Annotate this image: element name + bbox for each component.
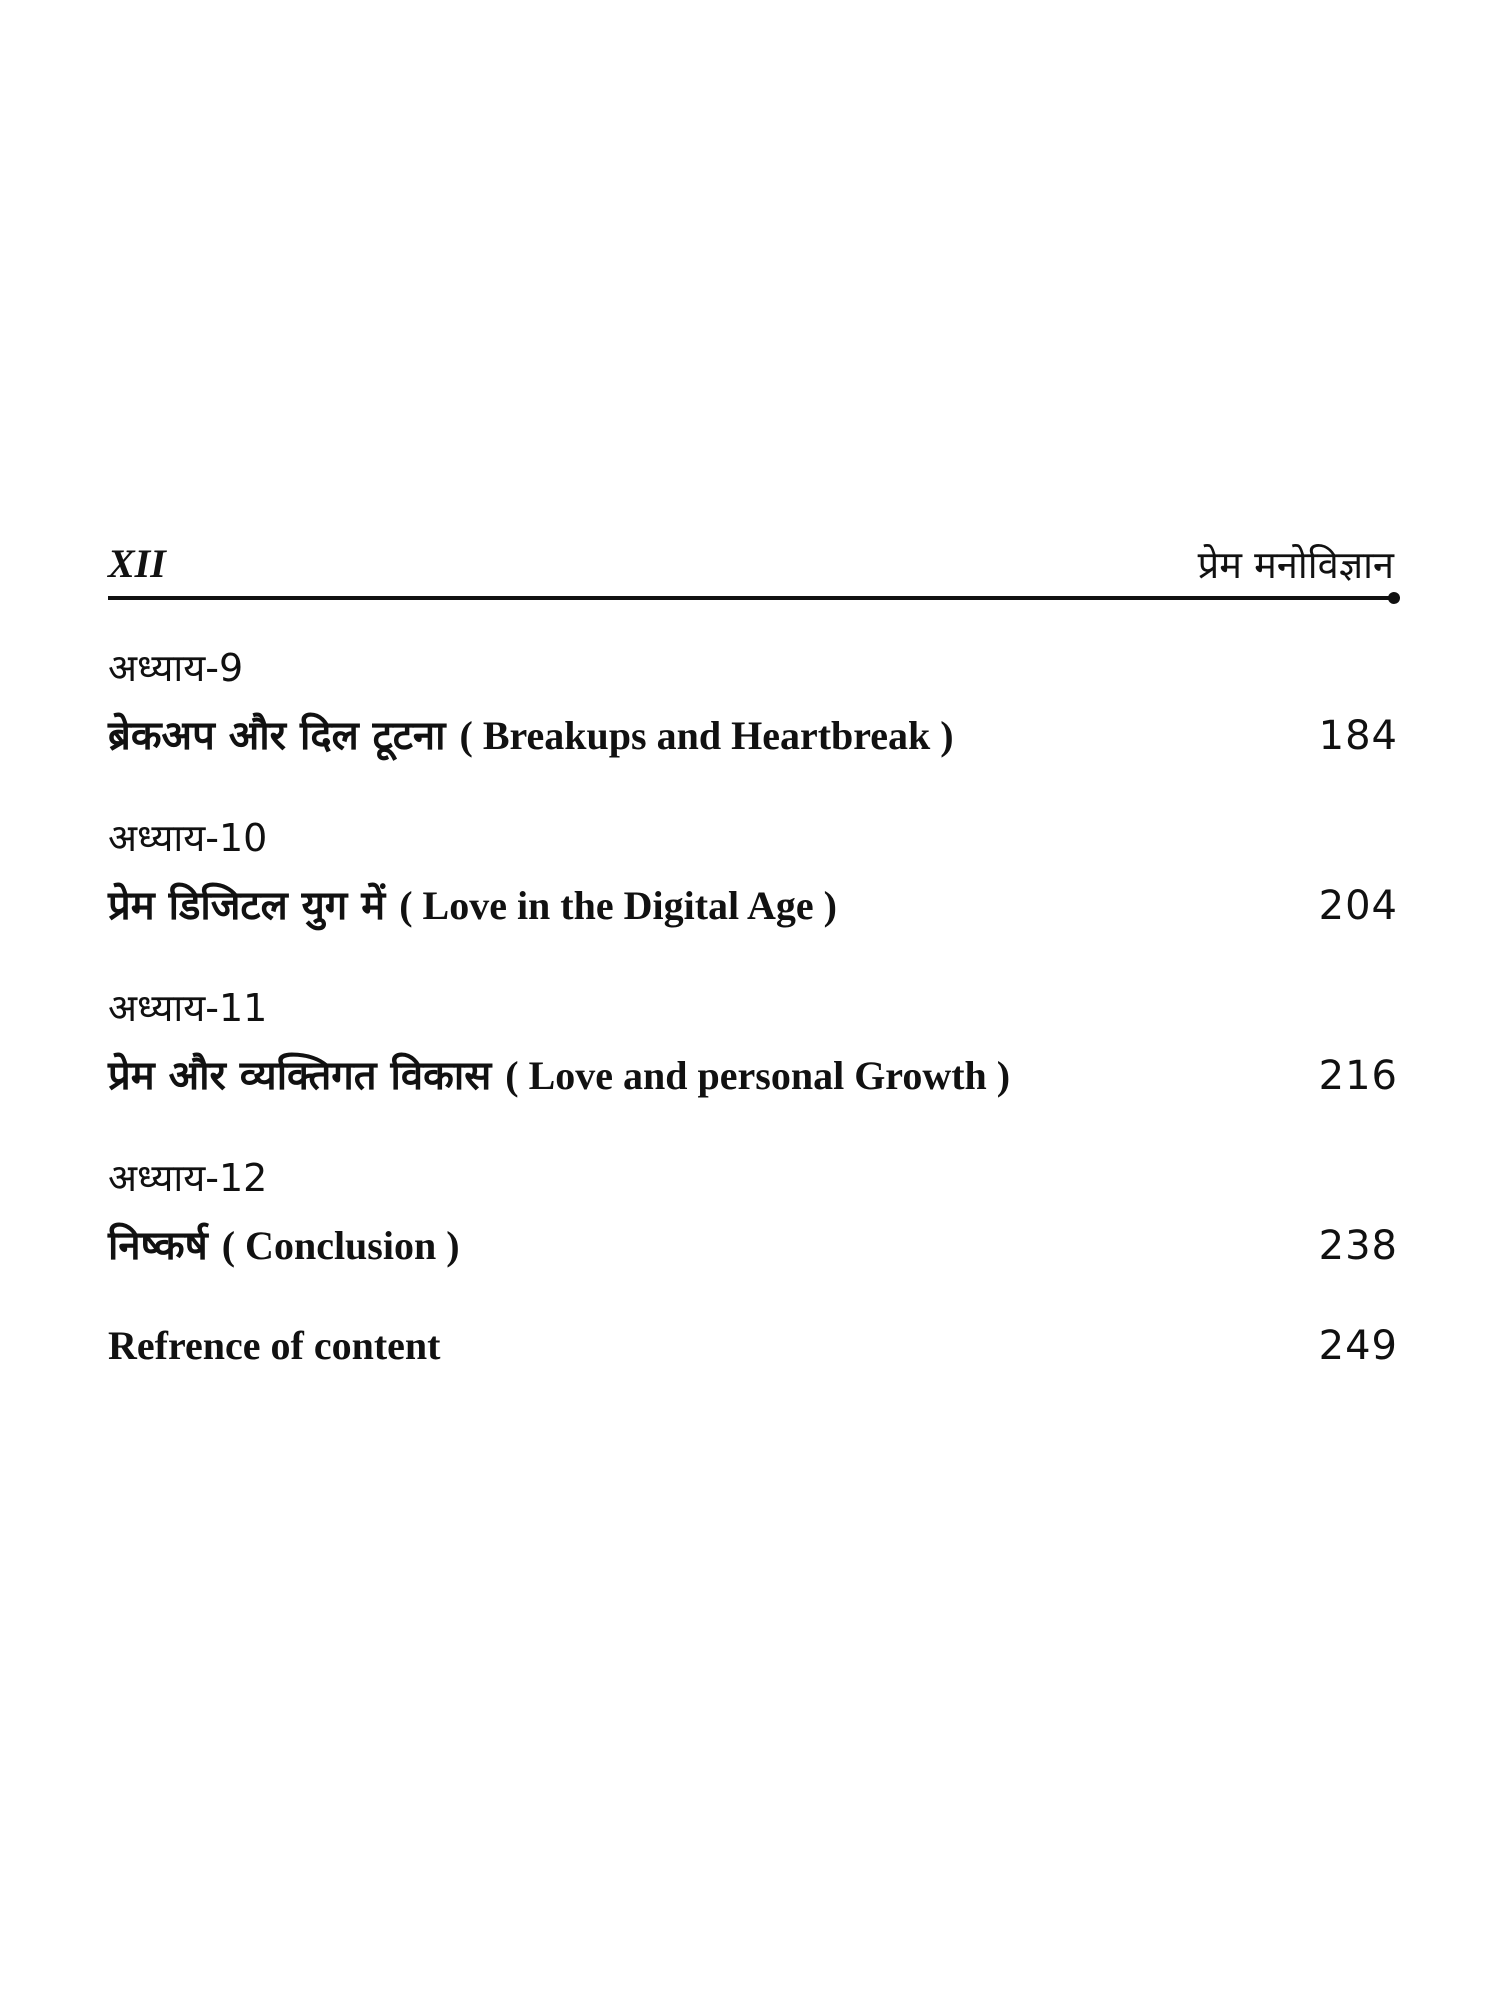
entry-title [108,1040,1010,1120]
header-rule [108,596,1392,600]
chapter-label: अध्याय-11 [108,986,268,1030]
toc-chapter-12 [108,1146,1398,1282]
toc-entry [108,870,1398,942]
entry-page-number: 184 [1318,713,1398,759]
entry-title-english: ( Conclusion ) [221,1223,460,1268]
entry-title [108,870,837,950]
entry-page-number: 216 [1318,1053,1398,1099]
reference-page-number: 249 [1318,1323,1398,1369]
entry-title [108,1210,460,1290]
page-number: XII [108,541,166,586]
entry-title-hindi: प्रेम डिजिटल युग में [108,883,386,929]
header-rule-dot [1388,592,1400,604]
toc-chapter-10 [108,806,1398,942]
reference-title: Refrence of content [108,1323,441,1368]
chapter-label: अध्याय-9 [108,646,244,690]
table-of-contents [108,636,1398,1382]
toc-entry [108,700,1398,772]
entry-title-hindi: प्रेम और व्यक्तिगत विकास [108,1053,492,1099]
toc-chapter-11 [108,976,1398,1112]
entry-title-english: ( Love in the Digital Age ) [399,883,837,928]
entry-title-hindi: निष्कर्ष [108,1223,208,1269]
entry-page-number: 238 [1318,1223,1398,1269]
chapter-label: अध्याय-10 [108,816,268,860]
toc-entry [108,1040,1398,1112]
page-header [108,528,1398,587]
toc-entry [108,1210,1398,1282]
toc-reference-entry [108,1310,1398,1382]
entry-page-number: 204 [1318,883,1398,929]
chapter-label: अध्याय-12 [108,1156,268,1200]
entry-title-hindi: ब्रेकअप और दिल टूटना [108,713,446,759]
entry-title [108,700,954,780]
book-title: प्रेम मनोविज्ञान [1197,543,1394,587]
entry-title-english: ( Love and personal Growth ) [505,1053,1011,1098]
entry-title-english: ( Breakups and Heartbreak ) [459,713,954,758]
toc-chapter-9 [108,636,1398,772]
